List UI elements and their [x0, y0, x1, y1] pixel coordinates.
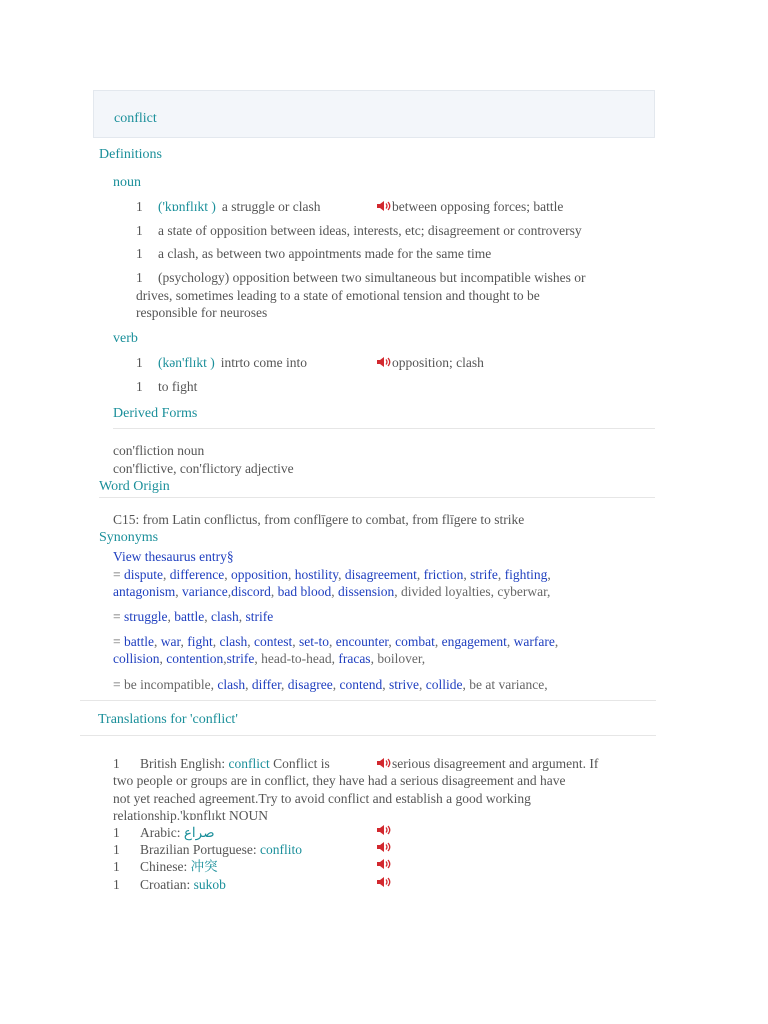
pronunciation: ('kɒnflɪkt )	[158, 199, 216, 214]
synonym-text: =	[113, 634, 124, 649]
synonym-text: ,	[287, 567, 295, 582]
synonym-text: ,	[204, 609, 211, 624]
synonym-link[interactable]: clash	[217, 677, 246, 692]
synonym-link[interactable]: bad blood	[277, 584, 332, 599]
synonym-link[interactable]: clash	[219, 634, 248, 649]
synonym-link[interactable]: variance	[182, 584, 228, 599]
definition-row: 1 ('kɒnflɪkt ) a struggle or clash between opposing forces; battle	[136, 199, 564, 214]
synonym-link[interactable]: combat	[395, 634, 435, 649]
headword-box	[93, 90, 655, 138]
synonym-link[interactable]: struggle	[124, 609, 168, 624]
speaker-icon[interactable]	[376, 876, 392, 892]
synonym-link[interactable]: strife	[226, 651, 255, 666]
synonym-link[interactable]: encounter	[335, 634, 389, 649]
speaker-icon[interactable]	[376, 356, 392, 368]
translation-row: 1 Chinese: 冲突	[113, 859, 218, 874]
divider	[113, 428, 655, 429]
synonym-link[interactable]: engagement	[441, 634, 507, 649]
translation-row-british: 1 British English: conflict Conflict is serious disagreement and argument. If two people or groups are in conflict, they have had a serious disagreement and have not yet reached agreement.Try to avoid conflict and establish a good working relationship.'kɒnflɪkt NOUN	[113, 756, 599, 823]
synonym-link[interactable]: difference	[169, 567, 225, 582]
word-origin-text: C15: from Latin conflictus, from conflīgere to combat, from flīgere to strike	[113, 512, 525, 527]
synonym-text: ,	[547, 567, 551, 582]
synonym-text: ,	[212, 634, 220, 649]
speaker-icon[interactable]	[376, 841, 392, 857]
synonym-link[interactable]: collision	[113, 651, 160, 666]
synonym-link[interactable]: friction	[423, 567, 464, 582]
speaker-icon[interactable]	[376, 824, 392, 840]
synonym-text: , divided loyalties, cyberwar,	[394, 584, 551, 599]
synonym-text: , boilover,	[370, 651, 426, 666]
synonym-text: ,	[506, 634, 514, 649]
synonym-link[interactable]: war	[160, 634, 181, 649]
synonym-link[interactable]: strife	[470, 567, 498, 582]
synonym-text: = be incompatible,	[113, 677, 218, 692]
synonym-text: =	[113, 609, 124, 624]
synonym-text: ,	[247, 634, 254, 649]
translation-row: 1 Croatian: sukob	[113, 877, 226, 892]
thesaurus-link[interactable]: View thesaurus entry§	[113, 549, 234, 564]
synonym-text: ,	[281, 677, 288, 692]
synonym-text: ,	[245, 677, 252, 692]
synonym-text: ,	[419, 677, 426, 692]
synonym-link[interactable]: dissension	[337, 584, 395, 599]
synonym-link[interactable]: set-to	[298, 634, 329, 649]
pos-verb: verb	[113, 331, 138, 346]
synonym-link[interactable]: contention	[166, 651, 224, 666]
synonym-text: ,	[292, 634, 299, 649]
synonym-text: ,	[154, 634, 161, 649]
derived-form: con'flictive, con'flictory adjective	[113, 461, 294, 476]
synonym-link[interactable]: fight	[187, 634, 213, 649]
synonym-link[interactable]: strive	[389, 677, 420, 692]
synonym-link[interactable]: collide	[425, 677, 463, 692]
synonym-group	[113, 566, 633, 600]
synonym-group	[113, 633, 633, 667]
synonym-group	[113, 676, 633, 693]
synonym-link[interactable]: battle	[124, 634, 154, 649]
definition-row: 1 a clash, as between two appointments made for the same time	[136, 246, 492, 261]
translation-word[interactable]: 冲突	[190, 859, 218, 874]
synonym-text: ,	[554, 634, 559, 649]
definition-row: 1 (psychology) opposition between two simultaneous but incompatible wishes or drives, sometimes leading to a state of emotional tension and thought to be responsible for neuroses	[136, 270, 586, 320]
synonym-text: ,	[180, 634, 188, 649]
synonym-link[interactable]: clash	[211, 609, 239, 624]
synonym-link[interactable]: hostility	[294, 567, 339, 582]
synonym-link[interactable]: fracas	[338, 651, 371, 666]
pronunciation: (kən'flɪkt )	[158, 355, 215, 370]
speaker-icon[interactable]	[376, 757, 392, 769]
synonym-text: ,	[434, 634, 442, 649]
synonym-text: ,	[463, 567, 471, 582]
synonym-link[interactable]: opposition	[230, 567, 288, 582]
synonym-group	[113, 608, 633, 625]
definition-row: 1 to fight	[136, 379, 198, 394]
synonym-link[interactable]: disagree	[287, 677, 333, 692]
synonym-text: ,	[167, 609, 175, 624]
synonym-text: ,	[224, 567, 231, 582]
translation-row: 1 Arabic: صراع	[113, 825, 215, 840]
synonym-text: , be at variance,	[462, 677, 548, 692]
synonym-link[interactable]: contend	[339, 677, 383, 692]
speaker-icon[interactable]	[376, 858, 392, 874]
synonym-text: ,	[159, 651, 167, 666]
synonym-text: , head-to-head,	[254, 651, 339, 666]
translation-word[interactable]: صراع	[183, 825, 215, 840]
synonym-text: ,	[223, 651, 227, 666]
definition-row: 1 a state of opposition between ideas, interests, etc; disagreement or controversy	[136, 223, 582, 238]
synonym-link[interactable]: strife	[245, 609, 274, 624]
synonym-link[interactable]: disagreement	[344, 567, 417, 582]
synonym-link[interactable]: antagonism	[113, 584, 176, 599]
synonym-text: ,	[382, 677, 390, 692]
synonym-text: ,	[270, 584, 278, 599]
synonym-text: ,	[388, 634, 396, 649]
translation-word[interactable]: conflito	[259, 842, 302, 857]
synonym-link[interactable]: discord	[231, 584, 271, 599]
headword: conflict	[114, 111, 157, 126]
translation-word[interactable]: conflict	[228, 756, 270, 771]
definition-row: 1 (kən'flɪkt ) intrto come into opposition; clash	[136, 355, 484, 370]
synonym-text: ,	[328, 634, 336, 649]
translation-word[interactable]: sukob	[193, 877, 226, 892]
divider	[99, 497, 655, 498]
synonym-text: ,	[175, 584, 182, 599]
synonym-text: ,	[416, 567, 424, 582]
section-title-derived-forms: Derived Forms	[113, 406, 198, 421]
synonym-text: ,	[497, 567, 505, 582]
synonym-text: ,	[163, 567, 170, 582]
speaker-icon[interactable]	[376, 200, 392, 212]
synonym-link[interactable]: differ	[251, 677, 282, 692]
section-title-word-origin: Word Origin	[99, 479, 170, 494]
pos-noun: noun	[113, 175, 141, 190]
section-title-definitions: Definitions	[99, 147, 162, 162]
synonym-text: ,	[338, 567, 345, 582]
synonym-link[interactable]: contest	[253, 634, 293, 649]
synonym-link[interactable]: fighting	[504, 567, 548, 582]
synonym-text: ,	[238, 609, 246, 624]
synonym-link[interactable]: dispute	[124, 567, 163, 582]
derived-form: con'fliction noun	[113, 443, 205, 458]
synonym-link[interactable]: battle	[174, 609, 205, 624]
synonym-text: ,	[227, 584, 232, 599]
synonym-text: ,	[331, 584, 338, 599]
translations-header	[80, 700, 656, 736]
section-title-translations: Translations for 'conflict'	[98, 712, 238, 727]
synonym-link[interactable]: warfare	[513, 634, 555, 649]
section-title-synonyms: Synonyms	[99, 530, 159, 545]
synonym-text: =	[113, 567, 124, 582]
translation-row: 1 Brazilian Portuguese: conflito	[113, 842, 302, 857]
synonym-text: ,	[332, 677, 340, 692]
